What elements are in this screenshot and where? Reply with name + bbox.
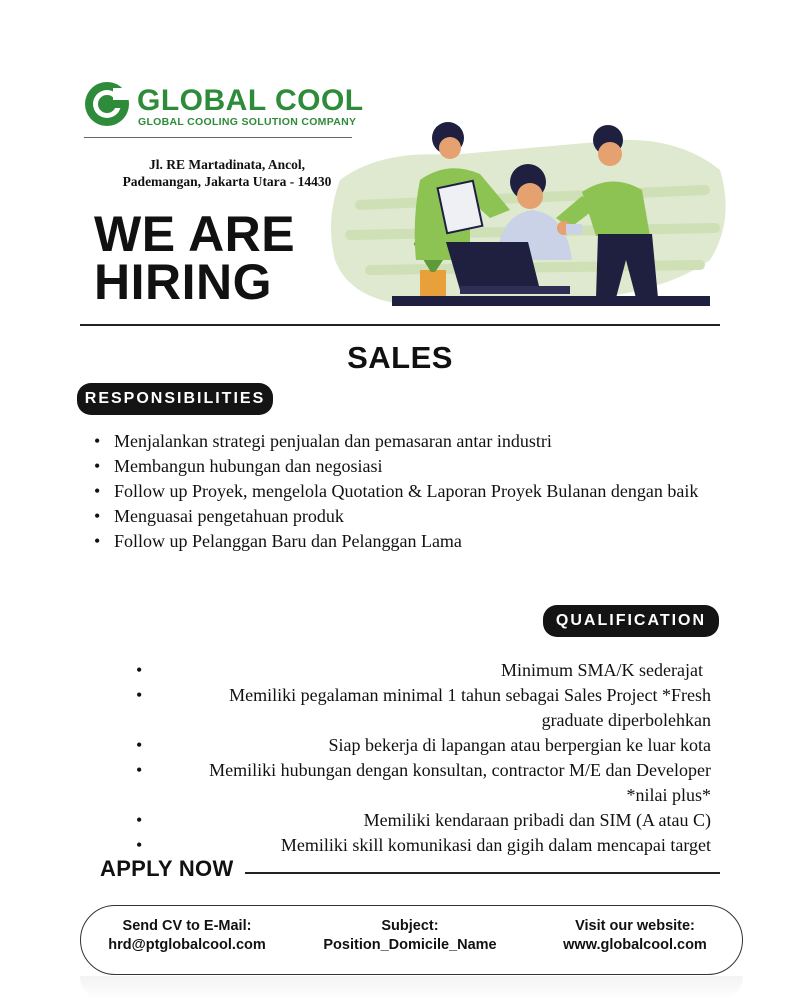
responsibilities-label: RESPONSIBILITIES [77,383,273,415]
list-item: • Menjalankan strategi penjualan dan pemasaran antar industri [94,429,714,454]
list-item: • Membangun hubungan dan negosiasi [94,454,714,479]
list-item: • Minimum SMA/K sederajat [136,658,711,683]
subject-label: Subject: [381,918,439,934]
subject-format: Position_Domicile_Name [323,937,497,953]
hero-heading [94,206,296,310]
qualification-list [136,658,711,858]
company-address [96,156,358,190]
website-contact [545,917,725,955]
list-item: • Follow up Pelanggan Baru dan Pelanggan Lama [94,529,714,554]
list-item: • Memiliki kendaraan pribadi dan SIM (A atau C) [136,808,711,833]
section-divider [80,324,720,326]
qualification-label: QUALIFICATION [543,605,719,637]
apply-now-heading: APPLY NOW [100,856,234,881]
list-item: • Memiliki pegalaman minimal 1 tahun sebagai Sales Project *Fresh graduate diperbolehkan [136,683,711,733]
contact-box-shadow [80,976,743,1000]
responsibilities-list [94,429,714,554]
company-tagline: GLOBAL COOLING SOLUTION COMPANY [138,116,357,128]
website-label: Visit our website: [575,918,695,934]
subject-info [300,917,520,955]
team-meeting-illustration [320,110,740,320]
apply-divider [245,872,720,874]
logo-divider [84,137,352,138]
list-item: • Memiliki skill komunikasi dan gigih dalam mencapai target [136,833,711,858]
list-item: • Siap bekerja di lapangan atau berpergian ke luar kota [136,733,711,758]
email-contact [92,917,282,955]
list-item: • Menguasai pengetahuan produk [94,504,714,529]
email-label: Send CV to E-Mail: [122,918,252,934]
hero-line-1: WE ARE [94,206,296,262]
job-title: SALES [347,340,453,375]
list-item: • Follow up Proyek, mengelola Quotation & Laporan Proyek Bulanan dengan baik [94,479,714,504]
website-link[interactable]: www.globalcool.com [563,937,707,953]
address-line-1: Jl. RE Martadinata, Ancol, [148,157,305,172]
email-link[interactable]: hrd@ptglobalcool.com [108,937,266,953]
hero-line-2: HIRING [94,254,272,310]
globe-g-logo-icon [83,80,131,128]
company-name: GLOBAL COOL [137,84,364,117]
list-item: • Memiliki hubungan dengan konsultan, contractor M/E dan Developer *nilai plus* [136,758,711,808]
address-line-2: Pademangan, Jakarta Utara - 14430 [122,174,332,189]
